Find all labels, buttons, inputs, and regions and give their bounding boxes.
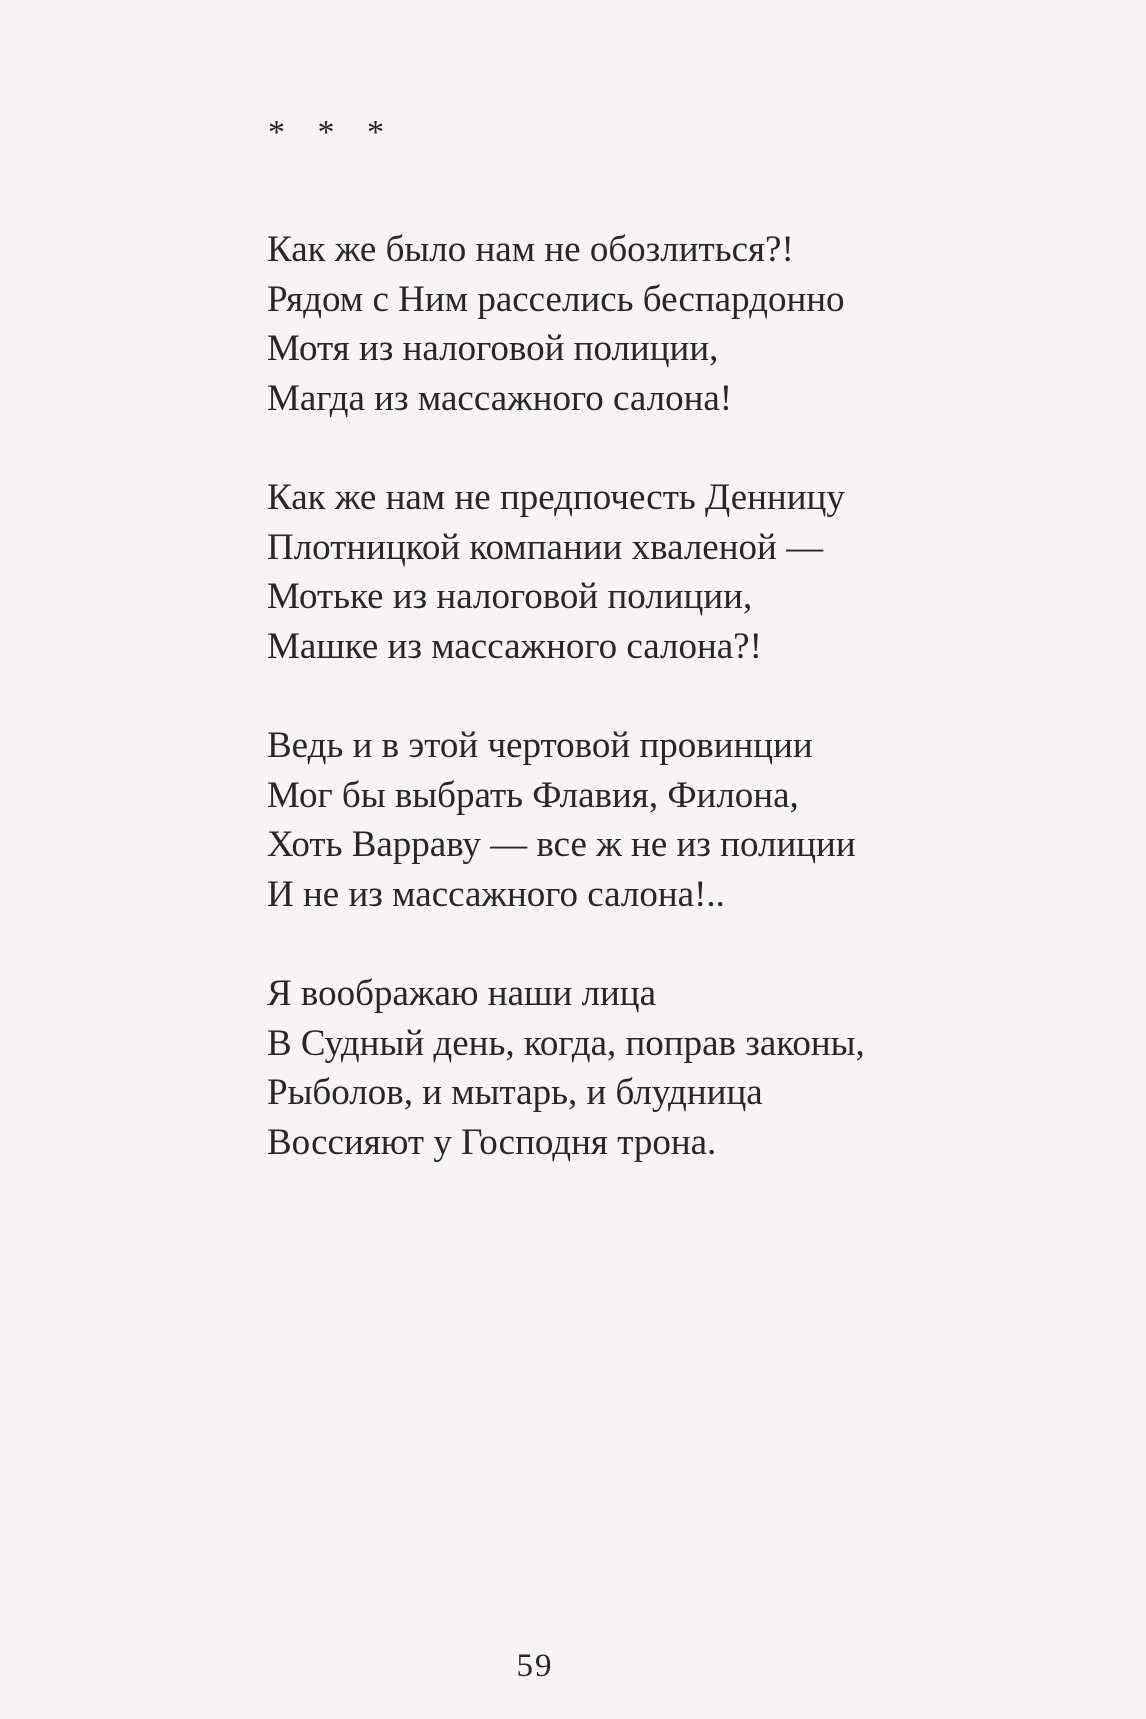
poem-line: Плотницкой компании хваленой —: [267, 526, 824, 568]
poem-line: Мог бы выбрать Флавия, Филона,: [267, 774, 799, 816]
poem-line: И не из массажного салона!..: [267, 873, 725, 915]
stanza-3: [267, 721, 1087, 919]
poem: [267, 225, 1087, 1217]
page-number: 59: [516, 1648, 554, 1684]
poem-line: Воссияют у Господня трона.: [267, 1121, 717, 1163]
poem-line: Рядом с Ним расселись беспардонно: [267, 278, 845, 320]
poem-line: Как же было нам не обозлиться?!: [267, 229, 794, 270]
poem-line: Машке из массажного салона?!: [267, 625, 762, 667]
poem-line: Мотьке из налоговой полиции,: [267, 576, 753, 617]
section-ornament: * * *: [268, 114, 396, 151]
stanza-2: [267, 473, 1087, 671]
poem-line: Магда из массажного салона!: [267, 377, 733, 419]
stanza-1: [267, 225, 1087, 423]
poem-line: Рыболов, и мытарь, и блудница: [267, 1072, 763, 1113]
poem-line: В Судный день, когда, поправ законы,: [267, 1022, 865, 1064]
poem-line: Как же нам не предпочесть Денницу: [267, 477, 845, 518]
poem-line: Мотя из налоговой полиции,: [267, 328, 719, 369]
poem-line: Я воображаю наши лица: [267, 973, 657, 1014]
stanza-4: [267, 969, 1087, 1167]
poem-line: Хоть Варраву — все ж не из полиции: [267, 824, 856, 865]
poem-line: Ведь и в этой чертовой провинции: [267, 725, 813, 766]
